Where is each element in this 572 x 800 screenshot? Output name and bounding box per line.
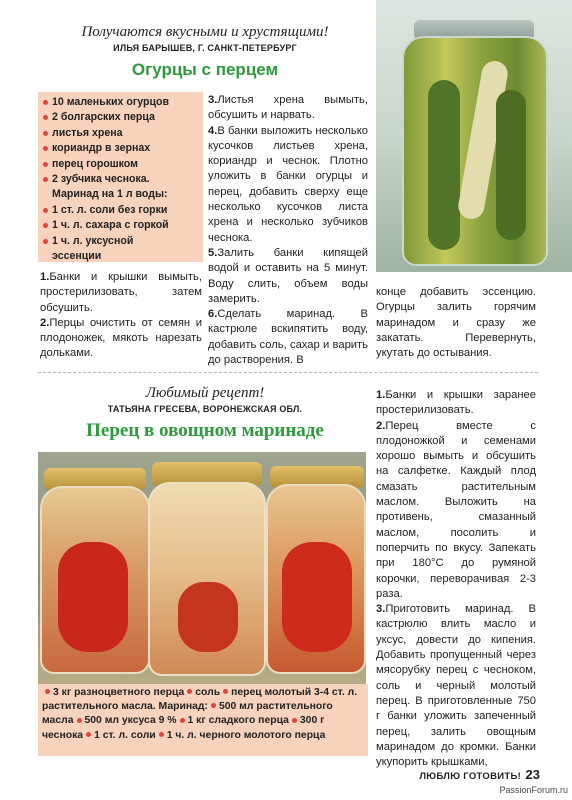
watermark: PassionForum.ru bbox=[499, 785, 568, 795]
recipe1-steps-col1 bbox=[40, 270, 202, 362]
recipe1-ingredients-list bbox=[38, 92, 203, 264]
ingredient-item: перец горошком bbox=[43, 157, 199, 172]
ingredient-item: 1 ч. л. уксусной bbox=[43, 234, 199, 249]
ingredient-item: эссенции bbox=[52, 250, 102, 263]
bullet-icon bbox=[86, 732, 91, 737]
page-number: 23 bbox=[525, 767, 540, 782]
ingredient-item: 10 маленьких огурцов bbox=[43, 95, 199, 110]
recipe1-ingredients-box bbox=[38, 92, 203, 262]
bullet-icon bbox=[159, 732, 164, 737]
recipe1-title: Огурцы с перцем bbox=[131, 60, 279, 79]
ingredient-item: Маринад на 1 л воды: bbox=[52, 188, 168, 201]
recipe2-step-1: 1.Банки и крышки заранее простерилизовать. bbox=[376, 389, 536, 417]
ingredient-item: листья хрена bbox=[43, 126, 199, 141]
recipe2-title: Перец в овощном маринаде bbox=[86, 420, 324, 441]
ingredient-item: 1 ст. л. соли без горки bbox=[43, 203, 199, 218]
bullet-icon bbox=[211, 703, 216, 708]
recipe1-step-4: 4.В банки выложить несколько кусочков листьев хрена, кориандр и чеснок. Плотно уложить в банки огурцы и перец, добавить сверху еще несколько кусочков листа хрена и несколько зубчиков чеснока. bbox=[208, 124, 368, 244]
recipe2-author: ТАТЬЯНА ГРЕСЕВА, ВОРОНЕЖСКАЯ ОБЛ. bbox=[107, 404, 303, 414]
recipe1-step-1: 1.Банки и крышки вымыть, простерилизовать, затем обсушить. bbox=[40, 271, 202, 314]
recipe2-step-3: 3.Приготовить маринад. В кастрюлю влить масло и уксус, довести до кипения. Добавить пропущенный через мясорубку перец с чесноком, соль и черный молотый перец. В приготовленные 750 г банки уложить запеченный перец, залить овощным маринадом до кромки. Банки укупорить крышками, bbox=[376, 603, 536, 769]
ingredient-item: 1 ч. л. сахара с горкой bbox=[43, 218, 199, 233]
ingredient-item: 2 зубчика чеснока. bbox=[43, 172, 199, 187]
ingredient-item: кориандр в зернах bbox=[43, 141, 199, 156]
recipe1-kicker: Получаются вкусными и хрустящими! bbox=[81, 24, 329, 40]
bullet-icon bbox=[292, 718, 297, 723]
recipe1-author: ИЛЬЯ БАРЫШЕВ, Г. САНКТ-ПЕТЕРБУРГ bbox=[113, 43, 297, 53]
recipe1-photo-pickled-cucumbers bbox=[376, 0, 572, 272]
ingredient-item: 2 болгарских перца bbox=[43, 110, 199, 125]
recipe1-step-3: 3.Листья хрена вымыть, обсушить и нарвать. bbox=[208, 94, 368, 122]
recipe1-step-2: 2.Перцы очистить от семян и плодоножек, мякоть нарезать дольками. bbox=[40, 316, 202, 360]
magazine-name: ЛЮБЛЮ ГОТОВИТЬ! bbox=[419, 771, 522, 782]
recipe1-step-5: 5.Залить банки кипящей водой и оставить на 5 минут. Воду слить, объем воды замерить. bbox=[208, 246, 368, 305]
bullet-icon bbox=[180, 718, 185, 723]
recipe2-ingredients-box: 3 кг разноцветного перца соль перец молотый 3-4 ст. л. растительного масла. Маринад: 500 мл растительного масла 500 мл уксуса 9 % 1 кг сладкого перца 300 г чеснока 1 ст. л. соли 1 ч. л. черного молотого перца bbox=[38, 684, 368, 756]
recipe2-step-2: 2.Перец вместе с плодоножкой и семенами хорошо вымыть и обсушить на салфетке. Каждый плод смазать растительным маслом. Выложить на противень, смазанный маслом, посолить и поперчить по вкусу. Запекать при 180°С до румяной корочки, переворачивая 2-3 раза. bbox=[376, 419, 536, 600]
bullet-icon bbox=[223, 689, 228, 694]
recipe1-step-6: 6.Сделать маринад. В кастрюле вскипятить воду, добавить соль, сахар и варить до растворения. В bbox=[208, 308, 368, 367]
bullet-icon bbox=[77, 718, 82, 723]
bullet-icon bbox=[45, 689, 50, 694]
section-divider bbox=[38, 372, 538, 373]
recipe2-photo-pepper-jars bbox=[38, 452, 366, 684]
footer bbox=[380, 766, 540, 784]
bullet-icon bbox=[187, 689, 192, 694]
recipe2-kicker: Любимый рецепт! bbox=[145, 385, 265, 401]
recipe1-step-6-continued: конце добавить эссенцию. Огурцы залить горячим маринадом и сразу же закатать. Перевернуть, укутать до остывания. bbox=[376, 286, 536, 360]
recipe2-steps bbox=[376, 388, 536, 770]
recipe1-steps-col2 bbox=[208, 93, 368, 368]
